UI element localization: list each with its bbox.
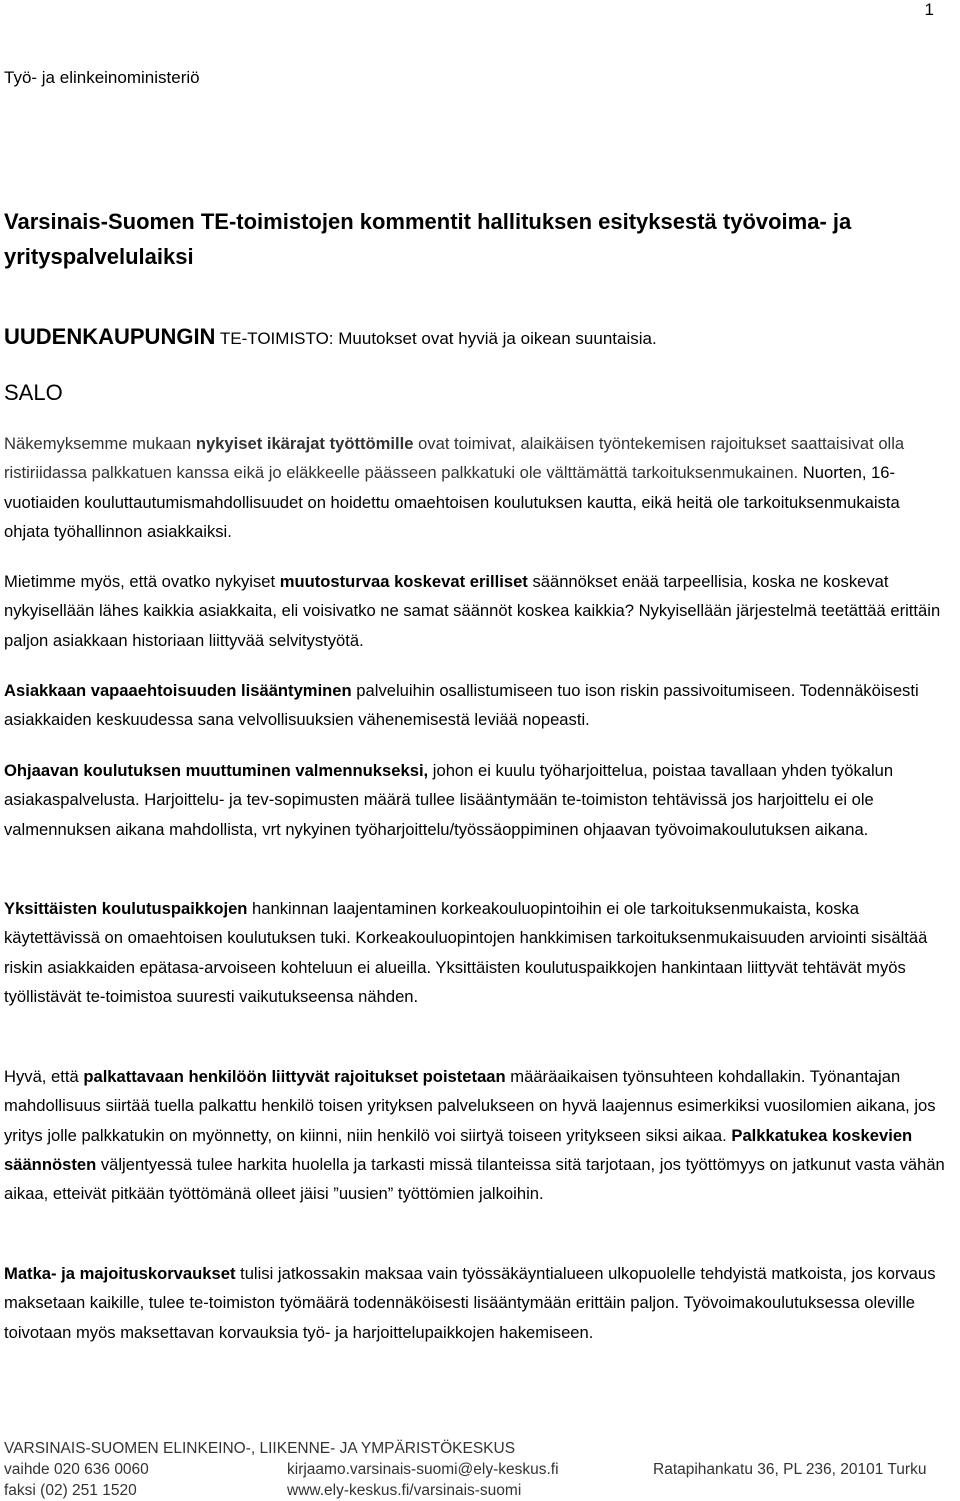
text: Näkemyksemme mukaan [4,434,196,453]
text: määräaikaisen työnsuhteen kohdallakin. Työnantajan mahdollisuus siirtää tuella palkattu henkilö toisen yrityksen palvelukseen on hyvä laajennus esimerkiksi vuosilomien aikana, jos yritys jolle palkkatukin on myönnetty, on kiinni, niin henkilö voi siirtyä toiseen yritykseen siksi aikaa. [4,1067,936,1145]
text: palveluihin osallistumiseen tuo ison riskin passivoitumiseen. Todennäköisesti asiakkaiden keskuudessa sana velvollisuuksien vähenemisestä leviää nopeasti. [4,681,919,730]
paragraph-voluntariness [4,676,949,735]
emphasis: muutosturvaa koskevat erilliset [279,572,528,591]
paragraph-travel-allowances [4,1259,949,1347]
page-footer [4,1438,960,1501]
text: hankinnan laajentaminen korkeakouluopintoihin ei ole tarkoituksenmukaista, koska käytettävissä on omaehtoisen koulutuksen tuki. Korkeakouluopintojen hankkimisen tarkoituksenmukaisuuden arviointi sisältää riskin asiakkaiden epätasa-arvoiseen kohteluun ei alueilla. Yksittäisten koulutuspaikkojen hankintaan liittyvät tehtävät myös työllistävät te-toimistoa suuresti vaikutukseensa nähden. [4,899,928,1006]
footer-org-row [4,1438,960,1459]
text: tulisi jatkossakin maksaa vain työssäkäyntialueen ulkopuolelle tehdyistä matkoista, jos korvaus maksetaan kaikille, tulee te-toimiston työmäärä todennäköisesti lisääntymään erittäin paljon. Työvoimakoulutuksessa oleville toivotaan myös maksettavan korvauksia työ- ja harjoittelupaikkojen hakemiseen. [4,1264,936,1342]
footer-organization: VARSINAIS-SUOMEN ELINKEINO-, LIIKENNE- JA YMPÄRISTÖKESKUS [4,1440,516,1457]
footer-address: Ratapihankatu 36, PL 236, 20101 Turku [653,1461,927,1478]
text: Hyvä, että [4,1067,84,1086]
text: Mietimme myös, että ovatko nykyiset [4,572,280,591]
emphasis: nykyiset ikärajat työttömille [195,434,414,453]
text: Nuorten, 16-vuotiaiden kouluttautumismahdollisuudet on hoidettu omaehtoisen koulutuksen kautta, eikä heitä ole tarkoituksenmukaista ohjata työhallinnon asiakkaiksi. [4,463,900,541]
paragraph-age-limits [4,429,949,546]
text: säännökset enää tarpeellisia, koska ne koskevat nykyisellään lähes kaikkia asiakkaita, eli voisivatko ne samat säännöt koskea kaikkia? Nykyisellään järjestelmä teetättää erittäin paljon asiakkaan historiaan liittyvää selvitystyötä. [4,572,941,650]
text: johon ei kuulu työharjoittelua, poistaa tavallaan yhden työkalun asiakaspalvelusta. Harjoittelu- ja tev-sopimusten määrä tullee lisääntymään te-toimiston tehtävissä jos harjoittelu ei ole valmennuksen aikana mahdollista, vrt nykyinen työharjoittelu/työssäoppiminen ohjaavan työvoimakoulutuksen aikana. [4,761,894,839]
emphasis: palkattavaan henkilöön liittyvät rajoitukset poistetaan [83,1067,506,1086]
text: väljentyessä tulee harkita huolella ja tarkasti missä tilanteissa sitä tarjotaan, jos työttömyys on jatkunut vasta vähän aikaa, etteivät pitkään työttömänä olleet jäisi ”uusien” työttömien jalkoihin. [4,1154,945,1204]
uusikaupunki-comment: TE-TOIMISTO: Muutokset ovat hyviä ja oikean suuntaisia. [215,329,657,348]
office-name-uusikaupunki: UUDENKAUPUNGIN [4,324,216,349]
footer-contact-row [4,1459,960,1480]
paragraph-guiding-training [4,756,949,844]
emphasis: Matka- ja majoituskorvaukset [4,1264,236,1283]
ministry-recipient: Työ- ja elinkeinoministeriö [4,68,200,87]
emphasis: Yksittäisten koulutuspaikkojen [4,899,248,918]
paragraph-change-security [4,567,949,655]
emphasis: Ohjaavan koulutuksen muuttuminen valmennukseksi, [4,761,429,780]
section-heading-salo: SALO [4,380,63,405]
paragraph-pay-subsidy [4,1062,949,1208]
emphasis: Palkkatukea koskevien säännösten [4,1125,913,1174]
footer-website: www.ely-keskus.fi/varsinais-suomi [287,1482,522,1499]
footer-fax: faksi (02) 251 1520 [4,1482,137,1499]
text: ovat toimivat, alaikäisen työntekemisen rajoitukset saattaisivat olla ristiriidassa palkkatuen kanssa eikä jo eläkkeelle päässeen palkkatuki ole välttämättä tarkoituksenmukainen. [4,434,905,483]
footer-email: kirjaamo.varsinais-suomi@ely-keskus.fi [287,1461,559,1478]
uusikaupunki-statement [4,324,657,350]
page-number: 1 [924,0,934,19]
footer-fax-row [4,1480,960,1501]
footer-phone: vaihde 020 636 0060 [4,1461,149,1478]
paragraph-individual-training-places [4,894,949,1011]
document-title: Varsinais-Suomen TE-toimistojen kommentit hallituksen esityksestä työvoima- ja yrityspalvelulaiksi [4,209,852,269]
emphasis: Asiakkaan vapaaehtoisuuden lisääntyminen [4,681,352,700]
